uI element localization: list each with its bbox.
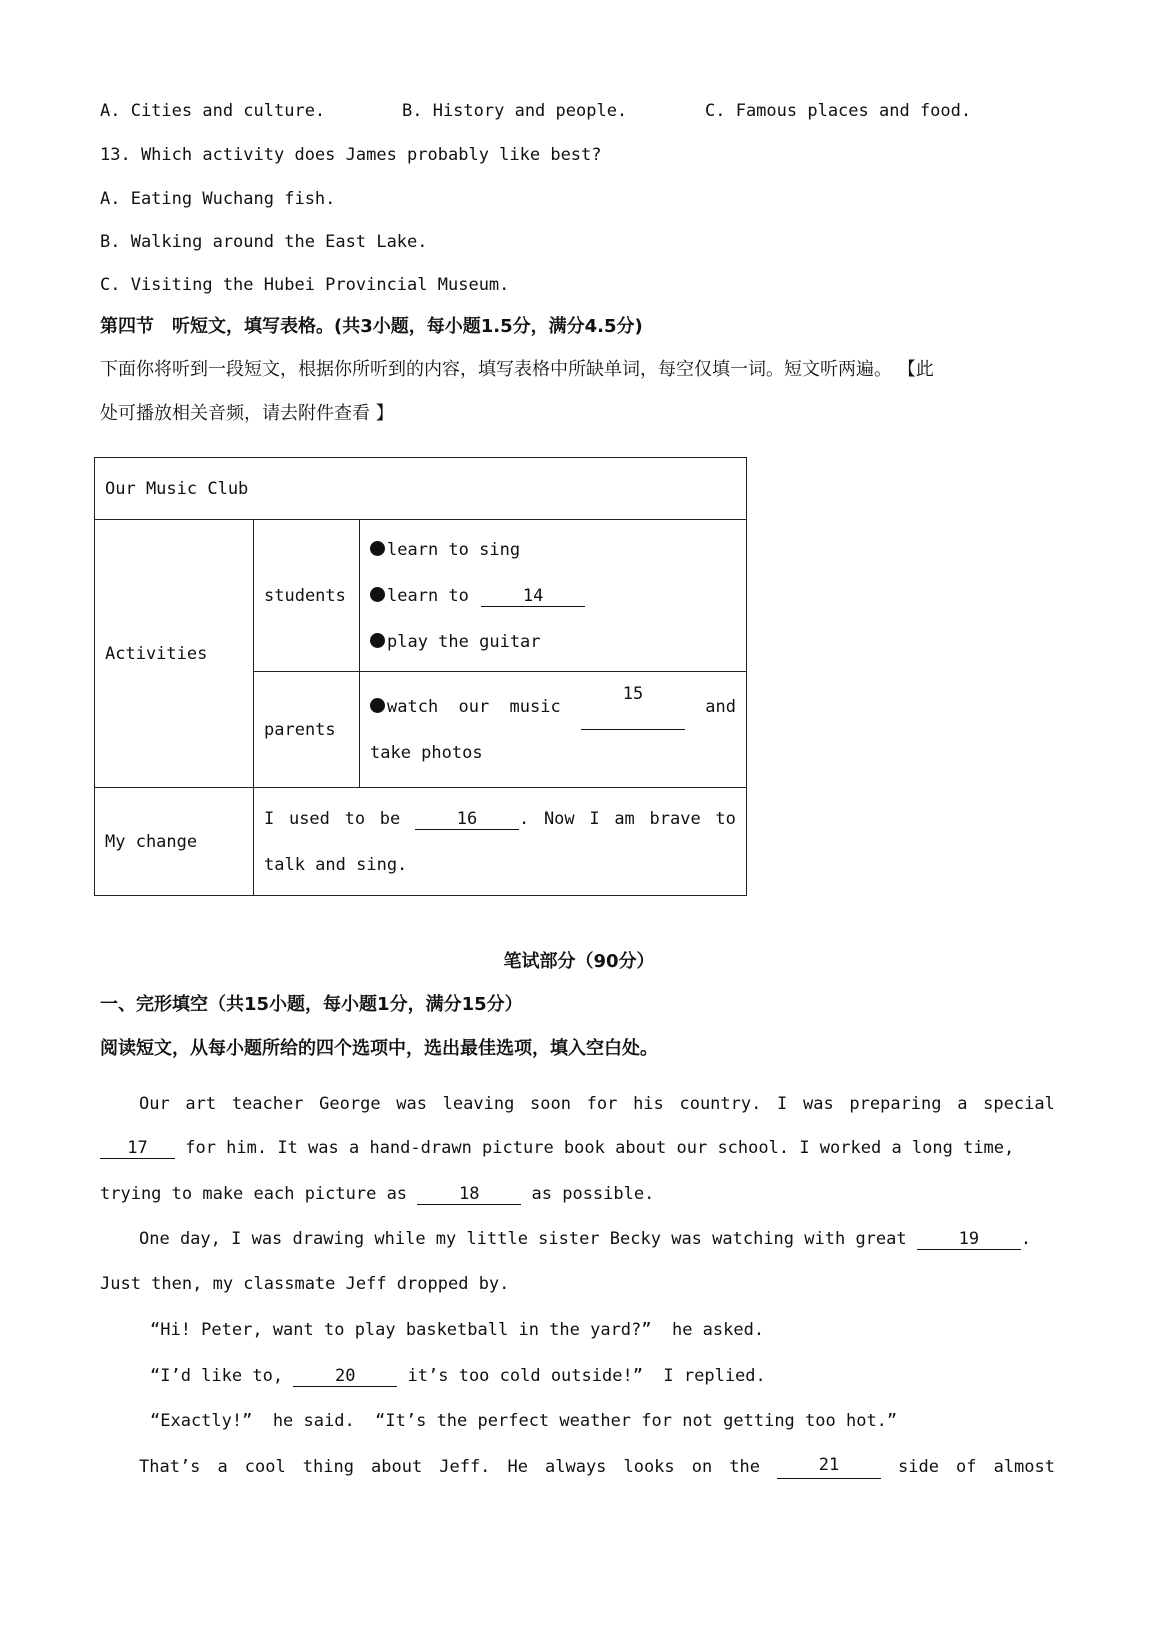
dialog-line-2	[150, 1364, 766, 1388]
passage-line-4-post: .	[1020, 1229, 1032, 1249]
passage-word: preparing	[849, 1094, 942, 1114]
q13-option-a: A. Eating Wuchang fish.	[100, 189, 336, 209]
parent-word: and	[705, 696, 736, 717]
section4-instruction-line2: 处可播放相关音频，请去附件查看 】	[100, 403, 394, 424]
passage-word: looks	[623, 1457, 675, 1477]
q13-option-b: B. Walking around the East Lake.	[100, 232, 428, 252]
parents-label: parents	[264, 719, 336, 740]
change-word: Now	[543, 808, 575, 829]
parent-word: music	[509, 696, 561, 717]
blank-20[interactable]: 20	[293, 1366, 397, 1387]
parent-word: watch	[387, 696, 439, 717]
change-word: brave	[649, 808, 701, 829]
passage-line-6	[139, 1455, 1055, 1479]
passage-word: special	[983, 1094, 1055, 1114]
dialog-line-2-post: it’s too cold outside!” I replied.	[397, 1366, 766, 1386]
q13-question: 13. Which activity does James probably like best?	[100, 145, 602, 165]
change-word: am	[614, 808, 635, 829]
passage-word: his	[633, 1094, 664, 1114]
section4-instruction-line1: 下面你将听到一段短文，根据你所听到的内容，填写表格中所缺单词，每空仅填一词。短文听两遍。 【此	[100, 359, 934, 380]
change-word: used	[288, 808, 330, 829]
change-word: to	[344, 808, 366, 829]
passage-word: side	[898, 1457, 939, 1477]
parent-word: our	[458, 696, 490, 717]
passage-word: Jeff.	[439, 1457, 491, 1477]
table-title: Our Music Club	[105, 478, 249, 499]
passage-line-1	[139, 1092, 1055, 1116]
passage-word: soon	[530, 1094, 571, 1114]
passage-line-5: Just then, my classmate Jeff dropped by.	[100, 1274, 510, 1294]
passage-word: country.	[679, 1094, 762, 1114]
q12-option-a: A. Cities and culture.	[100, 101, 326, 121]
blank-18[interactable]: 18	[417, 1184, 521, 1205]
passage-line-4	[139, 1227, 1031, 1251]
passage-line-3-pre: trying to make each picture as	[100, 1184, 418, 1204]
blank-14[interactable]: 14	[481, 586, 585, 607]
part1-instruction: 阅读短文，从每小题所给的四个选项中，选出最佳选项，填入空白处。	[100, 1038, 658, 1059]
change-label: My change	[105, 831, 198, 852]
passage-line-4-pre: One day, I was drawing while my little sister Becky was watching with great	[139, 1229, 917, 1249]
passage-word: was	[396, 1094, 427, 1114]
parent-item-line2: take photos	[370, 742, 483, 763]
change-line2: talk and sing.	[264, 854, 408, 875]
written-part-title: 笔试部分（90分）	[503, 951, 655, 972]
student-item-1	[370, 527, 736, 573]
passage-line-2	[100, 1136, 1014, 1160]
student-item-3-text: play the guitar	[387, 631, 541, 652]
part1-title: 一、完形填空（共15小题，每小题1分，满分15分）	[100, 994, 523, 1015]
passage-word: art	[185, 1094, 217, 1114]
passage-word: always	[545, 1457, 607, 1477]
change-word: to	[715, 808, 736, 829]
passage-word: was	[802, 1094, 834, 1114]
passage-word: about	[371, 1457, 423, 1477]
passage-word: almost	[993, 1457, 1055, 1477]
dialog-line-3: “Exactly!” he said. “It’s the perfect weather for not getting too hot.”	[150, 1411, 898, 1431]
bullet-icon	[370, 541, 385, 556]
student-item-2	[370, 573, 736, 619]
passage-word: That’s	[139, 1457, 201, 1477]
blank-15[interactable]: 15	[581, 684, 685, 730]
change-label-cell	[95, 788, 254, 896]
music-club-table	[94, 457, 747, 896]
passage-word: a	[957, 1094, 968, 1114]
passage-word: I	[777, 1094, 788, 1114]
activities-label-cell	[95, 520, 254, 788]
passage-line-3	[100, 1182, 654, 1206]
dialog-line-1: “Hi! Peter, want to play basketball in the yard?” he asked.	[150, 1320, 765, 1340]
passage-word: cool	[244, 1457, 286, 1477]
change-word: I	[264, 808, 275, 829]
passage-word: thing	[302, 1457, 354, 1477]
students-label-cell	[254, 520, 360, 672]
change-word: .	[518, 808, 530, 829]
blank-21[interactable]: 21	[777, 1455, 881, 1479]
section4-title: 第四节 听短文，填写表格。(共3小题，每小题1.5分，满分4.5分)	[100, 316, 643, 337]
passage-word: of	[956, 1457, 977, 1477]
blank-17[interactable]: 17	[100, 1138, 175, 1159]
passage-word: teacher	[231, 1094, 304, 1114]
passage-word: a	[217, 1457, 228, 1477]
student-item-1-text: learn to sing	[387, 539, 521, 560]
students-activities-cell	[360, 520, 747, 672]
passage-word: the	[729, 1457, 760, 1477]
students-label: students	[264, 585, 346, 606]
bullet-icon	[370, 698, 385, 713]
q12-option-b: B. History and people.	[402, 101, 628, 121]
parents-label-cell	[254, 672, 360, 788]
change-word: be	[379, 808, 401, 829]
student-item-3	[370, 619, 736, 665]
change-word: I	[589, 808, 600, 829]
bullet-icon	[370, 587, 385, 602]
passage-line-2-text: for him. It was a hand-drawn picture book about our school. I worked a long time,	[175, 1138, 1015, 1158]
passage-line-3-post: as possible.	[521, 1184, 655, 1204]
passage-word: He	[507, 1457, 528, 1477]
change-line1	[264, 796, 736, 842]
student-item-2-text: learn to	[387, 585, 469, 606]
bullet-icon	[370, 633, 385, 648]
parent-item-line1	[370, 684, 736, 730]
passage-word: George	[319, 1094, 381, 1114]
blank-16[interactable]: 16	[415, 809, 519, 830]
passage-word: leaving	[442, 1094, 515, 1114]
activities-label: Activities	[105, 643, 208, 664]
passage-word: on	[691, 1457, 713, 1477]
change-content-cell	[254, 788, 747, 896]
passage-word: Our	[139, 1094, 170, 1114]
passage-word: for	[586, 1094, 618, 1114]
table-title-cell	[95, 458, 747, 520]
dialog-line-2-pre: “I’d like to,	[150, 1366, 294, 1386]
q12-option-c: C. Famous places and food.	[705, 101, 972, 121]
q13-option-c: C. Visiting the Hubei Provincial Museum.	[100, 275, 510, 295]
parents-activities-cell	[360, 672, 747, 788]
blank-19[interactable]: 19	[917, 1229, 1021, 1250]
